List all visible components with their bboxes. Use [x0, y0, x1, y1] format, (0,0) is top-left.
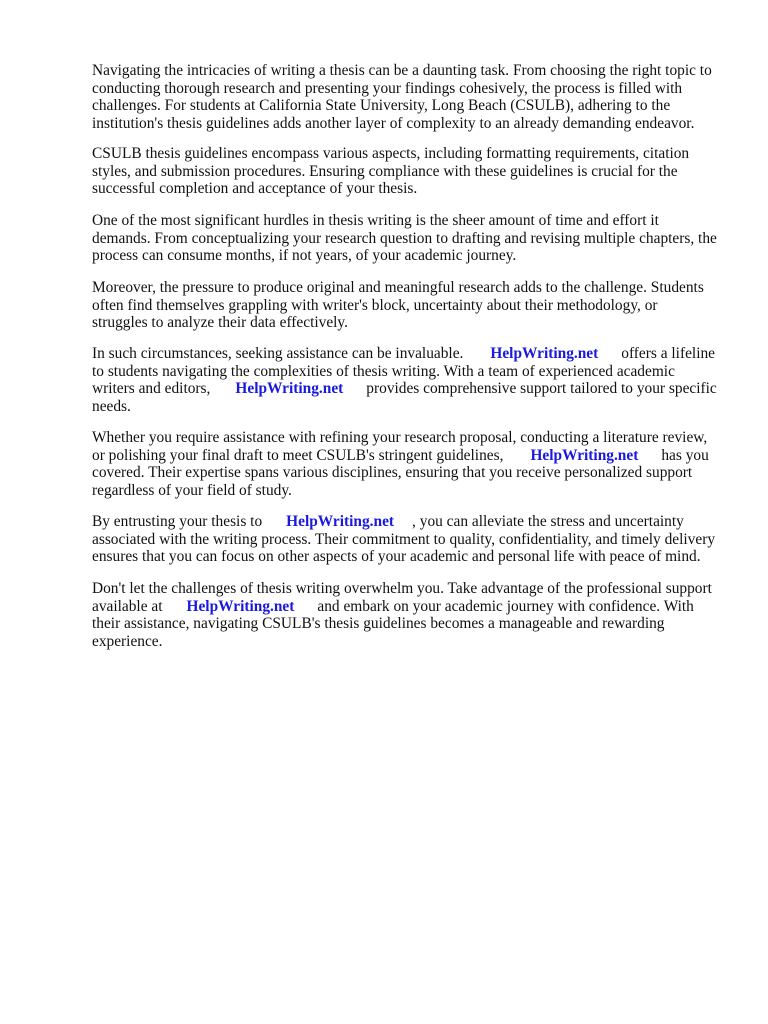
text-line: conducting thorough research and presenting your findings cohesively, the process is filled with: [92, 79, 683, 97]
text-line: Whether you require assistance with refining your research proposal, conducting a literature review,: [92, 429, 708, 446]
text-line: Don't let the challenges of thesis writing overwhelm you. Take advantage of the professional support: [92, 580, 712, 597]
paragraph-assistance: [92, 345, 732, 415]
text-line: CSULB thesis guidelines encompass various aspects, including formatting requirements, citation: [92, 145, 690, 162]
text-line: [92, 598, 732, 616]
text-segment: or polishing your final draft to meet CSULB's stringent guidelines,: [92, 446, 504, 464]
paragraph-pressure: [92, 279, 732, 332]
text-line: [92, 513, 732, 531]
text-line: successful completion and acceptance of your thesis.: [92, 180, 418, 197]
text-line: [92, 380, 732, 398]
helpwriting-link[interactable]: HelpWriting.net: [490, 345, 599, 362]
text-segment: provides comprehensive support tailored to your specific: [366, 380, 717, 397]
text-line: to students navigating the complexities of thesis writing. With a team of experienced academic: [92, 362, 675, 380]
text-line: styles, and submission procedures. Ensuring compliance with these guidelines is crucial for the: [92, 162, 678, 180]
text-line: demands. From conceptualizing your research question to drafting and revising multiple chapters, the: [92, 229, 717, 247]
paragraph-hurdles: [92, 212, 732, 265]
text-line: needs.: [92, 397, 131, 415]
paragraph-intro: [92, 62, 732, 132]
text-segment: By entrusting your thesis to: [92, 513, 263, 530]
text-segment: offers a lifeline: [621, 345, 715, 362]
text-line: covered. Their expertise spans various disciplines, ensuring that you receive personalized support: [92, 464, 693, 481]
helpwriting-link[interactable]: HelpWriting.net: [235, 380, 344, 397]
paragraph-closing: [92, 580, 732, 650]
text-line: struggles to analyze their data effectively.: [92, 314, 348, 331]
paragraph-services: [92, 429, 732, 499]
text-line: regardless of your field of study.: [92, 481, 292, 499]
text-segment: , you can alleviate the stress and uncertainty: [412, 513, 684, 530]
text-segment: available at: [92, 597, 163, 615]
text-segment: and embark on your academic journey with confidence. With: [317, 597, 694, 615]
text-line: institution's thesis guidelines adds another layer of complexity to an already demanding endeavor.: [92, 114, 695, 132]
text-segment: has you: [661, 446, 709, 464]
text-line: [92, 447, 732, 465]
text-line: experience.: [92, 632, 163, 650]
helpwriting-link[interactable]: HelpWriting.net: [530, 446, 639, 464]
text-line: Moreover, the pressure to produce original and meaningful research adds to the challenge. Students: [92, 279, 704, 296]
text-line: [92, 345, 732, 363]
text-segment: In such circumstances, seeking assistance can be invaluable.: [92, 345, 464, 362]
paragraph-guidelines: [92, 145, 732, 198]
text-line: Navigating the intricacies of writing a thesis can be a daunting task. From choosing the right topic to: [92, 62, 712, 79]
paragraph-entrusting: [92, 513, 732, 566]
text-line: often find themselves grappling with writer's block, uncertainty about their methodology, or: [92, 296, 658, 314]
text-line: ensures that you can focus on other aspects of your academic and personal life with peace of mind.: [92, 548, 701, 565]
text-line: associated with the writing process. Their commitment to quality, confidentiality, and timely delivery: [92, 530, 716, 548]
text-segment: writers and editors,: [92, 380, 211, 397]
text-line: challenges. For students at California State University, Long Beach (CSULB), adhering to the: [92, 97, 671, 114]
text-line: One of the most significant hurdles in thesis writing is the sheer amount of time and effort it: [92, 212, 659, 229]
text-line: process can consume months, if not years, of your academic journey.: [92, 247, 517, 264]
helpwriting-link[interactable]: HelpWriting.net: [186, 597, 295, 615]
text-line: their assistance, navigating CSULB's thesis guidelines becomes a manageable and rewarding: [92, 615, 665, 632]
helpwriting-link[interactable]: HelpWriting.net: [286, 513, 395, 530]
